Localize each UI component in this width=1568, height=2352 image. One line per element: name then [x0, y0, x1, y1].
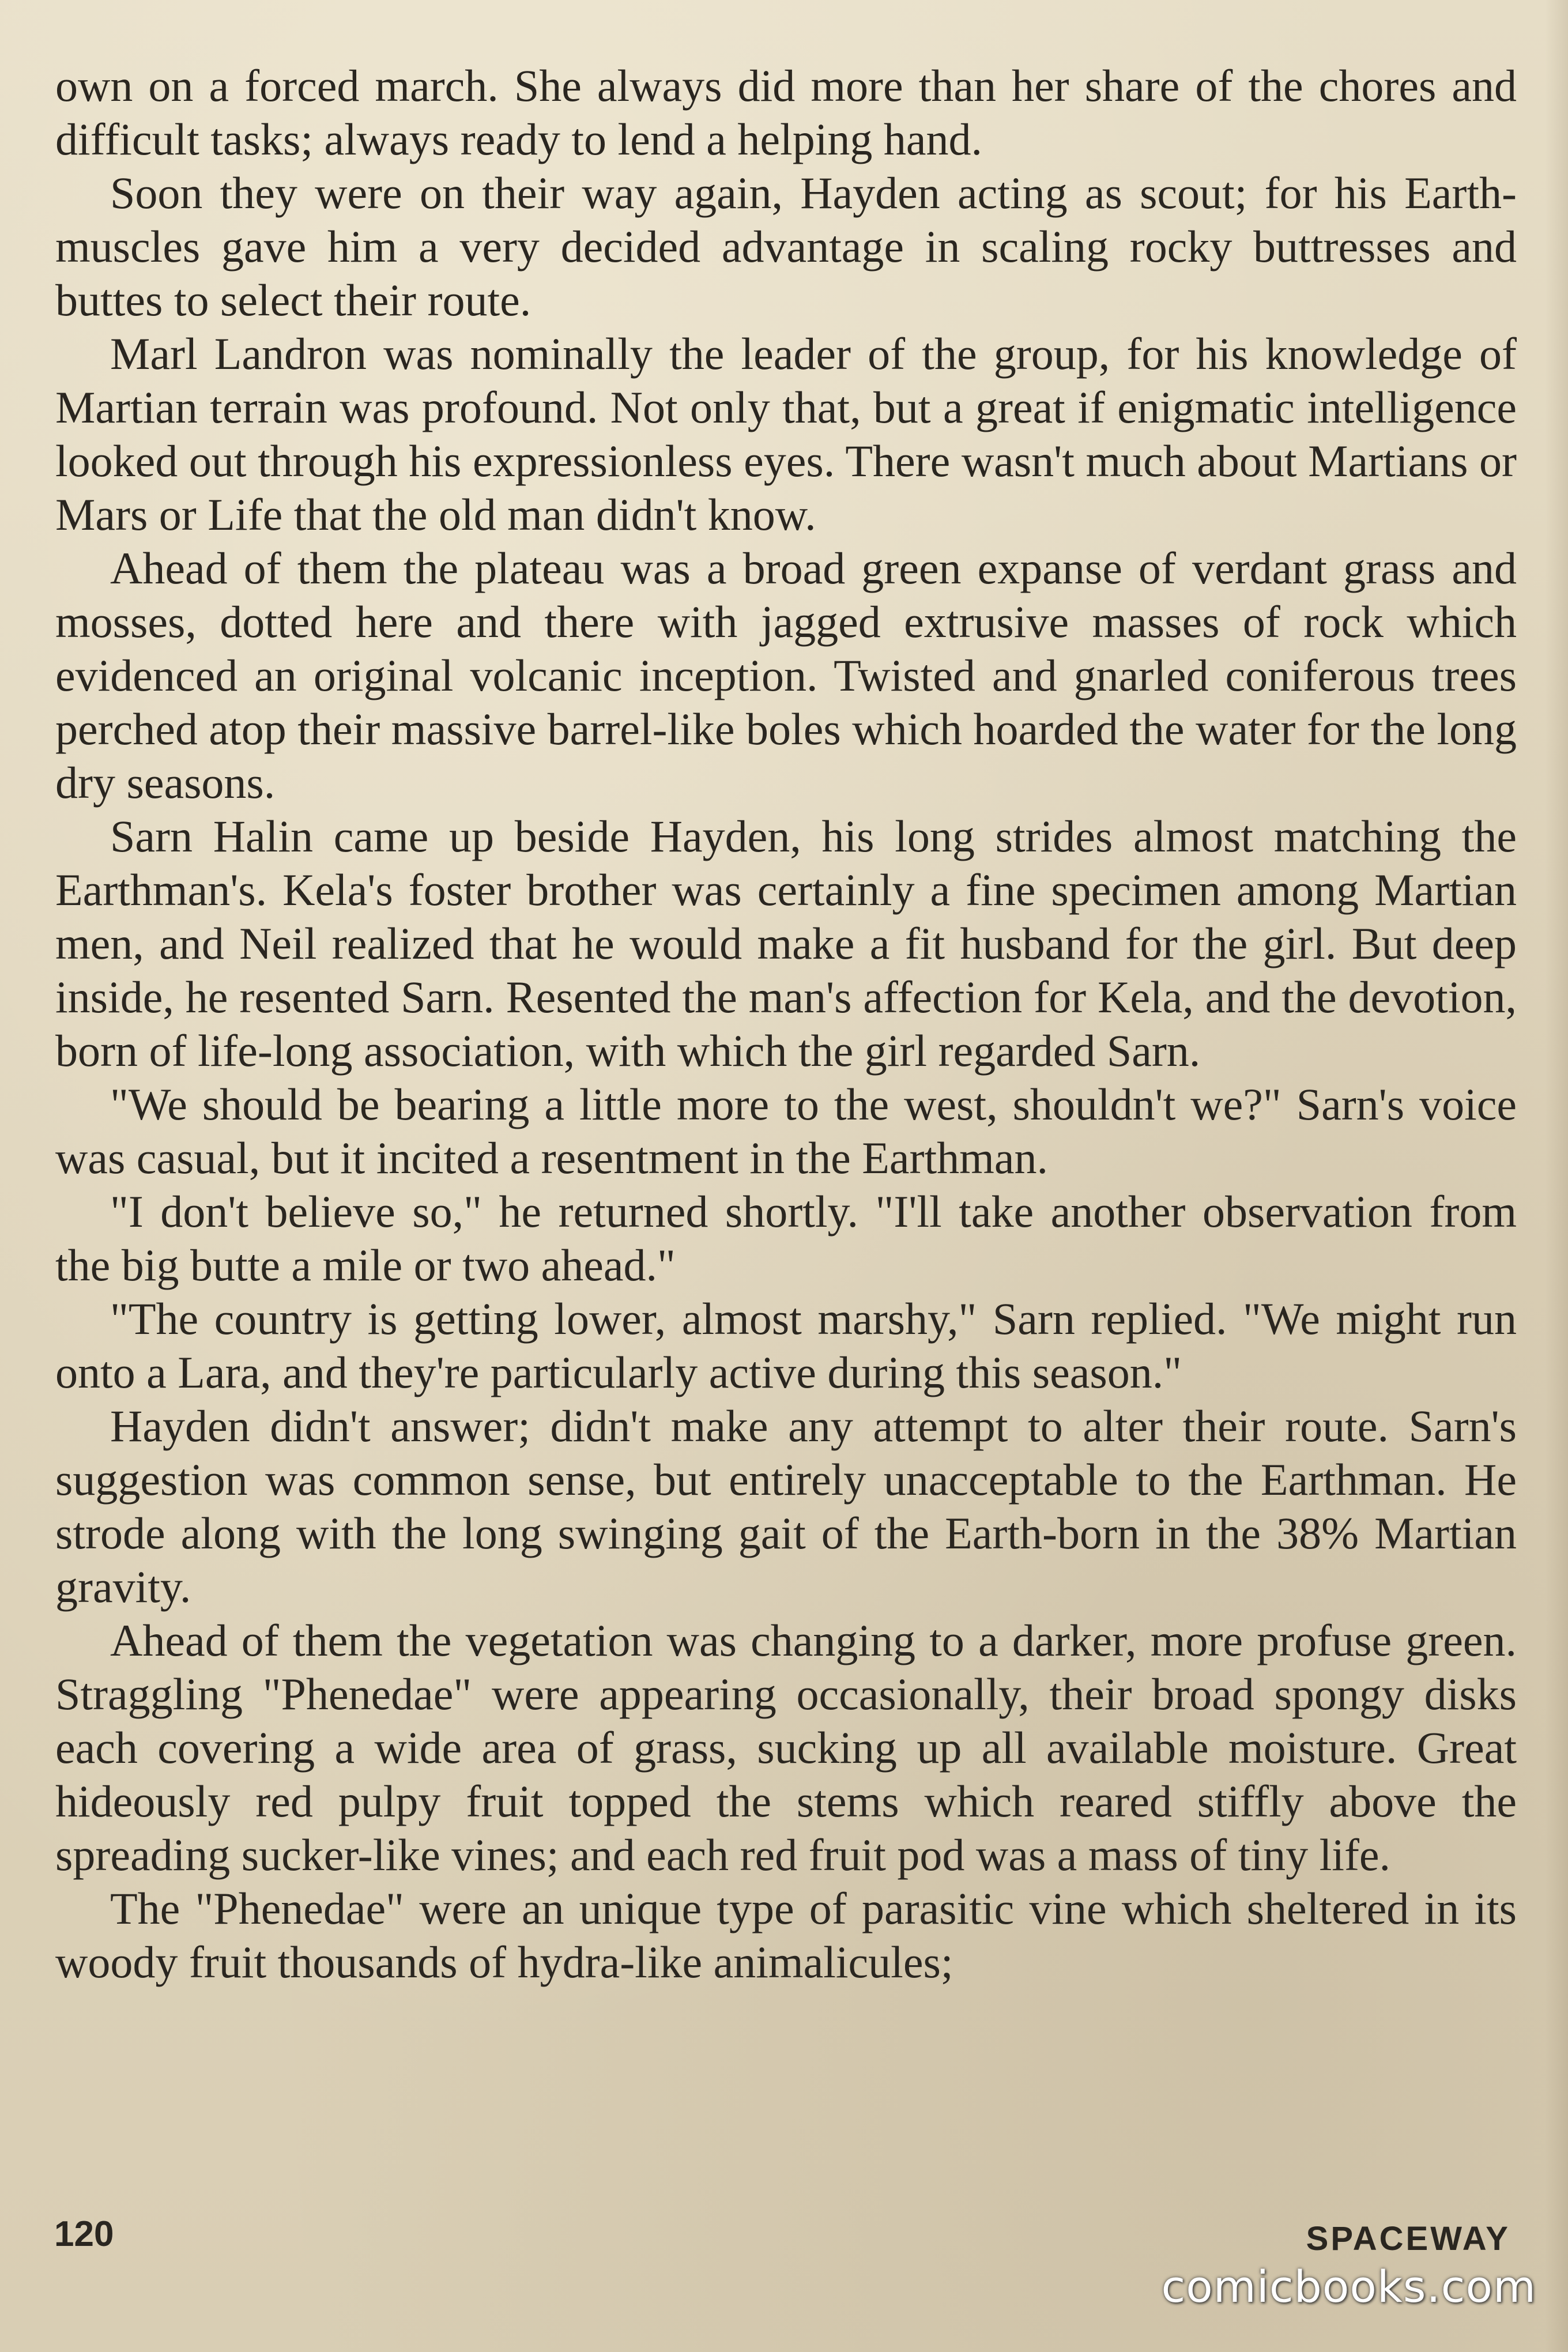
paragraph-2: Soon they were on their way again, Hayden acting as scout; for his Earth-muscles gave him a very decided advantage in scaling rocky buttresses and buttes to select their route.	[55, 168, 1517, 325]
paragraph-7: "I don't believe so," he returned shortly. "I'll take another observation from the big butte a mile or two ahead."	[55, 1186, 1517, 1290]
running-head: SPACEWAY	[1306, 2220, 1510, 2257]
paragraph-11: The "Phenedae" were an unique type of parasitic vine which sheltered in its woody fruit thousands of hydra-like animalicules;	[55, 1883, 1517, 1987]
paragraph-10: Ahead of them the vegetation was changing to a darker, more profuse green. Straggling "Phenedae" were appearing occasionally, their broad spongy disks each covering a wide area of grass, sucking up all available moisture. Great hideously red pulpy fruit topped the stems which reared stiffly above the spreading sucker-like vines; and each red fruit pod was a mass of tiny life.	[55, 1615, 1517, 1880]
paragraph-4: Ahead of them the plateau was a broad green expanse of verdant grass and mosses, dotted here and there with jagged extrusive masses of rock which evidenced an original volcanic inception. Twisted and gnarled coniferous trees perched atop their massive barrel-like boles which hoarded the water for the long dry seasons.	[55, 543, 1517, 808]
paragraph-9: Hayden didn't answer; didn't make any attempt to alter their route. Sarn's suggestion was common sense, but entirely unacceptable to the Earthman. He strode along with the long swinging gait of the Earth-born in the 38% Martian gravity.	[55, 1401, 1517, 1612]
page-edge-shadow	[1545, 0, 1568, 2352]
watermark: comicbooks.com	[1161, 2261, 1536, 2312]
paragraph-3: Marl Landron was nominally the leader of the group, for his knowledge of Martian terrain was profound. Not only that, but a great if enigmatic intelligence looked out through his expressionless eyes. There wasn't much about Martians or Mars or Life that the old man didn't know.	[55, 329, 1517, 540]
paragraph-6: "We should be bearing a little more to the west, shouldn't we?" Sarn's voice was casual, but it incited a resentment in the Earthman.	[55, 1079, 1517, 1183]
story-text	[55, 59, 1517, 1989]
paragraph-8: "The country is getting lower, almost marshy," Sarn replied. "We might run onto a Lara, and they're particularly active during this season."	[55, 1294, 1517, 1397]
paragraph-5: Sarn Halin came up beside Hayden, his long strides almost matching the Earthman's. Kela's foster brother was certainly a fine specimen among Martian men, and Neil realized that he would make a fit husband for the girl. But deep inside, he resented Sarn. Resented the man's affection for Kela, and the devotion, born of life-long association, with which the girl regarded Sarn.	[55, 811, 1517, 1076]
page-number: 120	[54, 2214, 114, 2254]
paragraph-1: own on a forced march. She always did more than her share of the chores and difficult tasks; always ready to lend a helping hand.	[55, 61, 1517, 164]
